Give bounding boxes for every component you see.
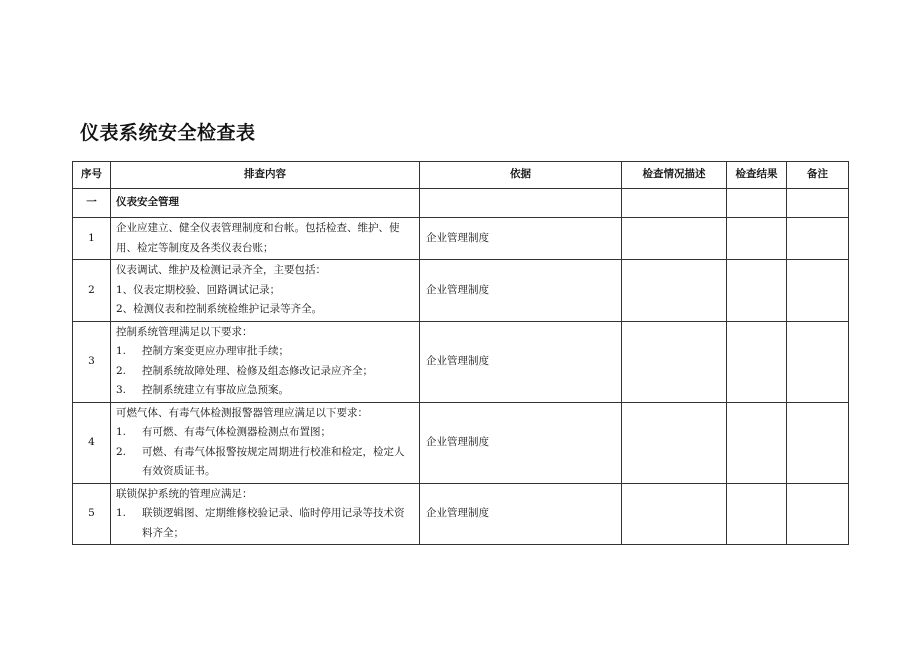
table-header-row xyxy=(73,162,849,189)
content-list-item xyxy=(116,362,414,382)
section-title: 仪表安全管理 xyxy=(111,189,420,218)
result-cell[interactable] xyxy=(727,321,787,402)
list-item-text: 控制方案变更应办理审批手续； xyxy=(142,345,289,357)
row-number: 1 xyxy=(73,218,111,260)
description-cell[interactable] xyxy=(622,218,727,260)
content-line: 1、仪表定期校验、回路调试记录； xyxy=(116,283,281,296)
content-line: 联锁保护系统的管理应满足： xyxy=(116,487,253,500)
content-list-item xyxy=(116,423,414,443)
table-row xyxy=(73,321,849,402)
table-row xyxy=(73,483,849,545)
header-remark: 备注 xyxy=(787,162,849,189)
remark-cell[interactable] xyxy=(787,321,849,402)
list-item-text: 联锁逻辑图、定期维修校验记录、临时停用记录等技术资料齐全； xyxy=(142,507,405,539)
list-item-text: 控制系统建立有事故应急预案。 xyxy=(142,384,289,396)
basis-cell: 企业管理制度 xyxy=(420,321,622,402)
result-cell[interactable] xyxy=(727,260,787,322)
header-no: 序号 xyxy=(73,162,111,189)
description-cell[interactable] xyxy=(622,260,727,322)
section-number: 一 xyxy=(73,189,111,218)
row-number: 5 xyxy=(73,483,111,545)
header-result: 检查结果 xyxy=(727,162,787,189)
content-list-item xyxy=(116,504,414,543)
content-line: 可燃气体、有毒气体检测报警器管理应满足以下要求： xyxy=(116,406,368,419)
row-number: 4 xyxy=(73,402,111,483)
basis-cell: 企业管理制度 xyxy=(420,402,622,483)
basis-cell: 企业管理制度 xyxy=(420,260,622,322)
empty-cell xyxy=(622,189,727,218)
result-cell[interactable] xyxy=(727,483,787,545)
row-number: 3 xyxy=(73,321,111,402)
list-item-number: 1. xyxy=(116,426,127,438)
check-content xyxy=(111,218,420,260)
basis-cell: 企业管理制度 xyxy=(420,218,622,260)
page-title: 仪表系统安全检查表 xyxy=(80,122,256,144)
list-item-number: 2. xyxy=(116,445,127,458)
header-description: 检查情况描述 xyxy=(622,162,727,189)
check-content xyxy=(111,321,420,402)
list-item-number: 1. xyxy=(116,507,127,519)
inspection-table xyxy=(72,161,849,545)
content-line: 企业应建立、健全仪表管理制度和台帐。包括检查、维护、使用、检定等制度及各类仪表台账； xyxy=(116,222,400,254)
row-number: 2 xyxy=(73,260,111,322)
remark-cell[interactable] xyxy=(787,483,849,545)
content-list-item xyxy=(116,342,414,362)
empty-cell xyxy=(727,189,787,218)
list-item-number: 3. xyxy=(116,384,127,396)
empty-cell xyxy=(787,189,849,218)
content-line: 2、检测仪表和控制系统检维护记录等齐全。 xyxy=(116,303,323,315)
description-cell[interactable] xyxy=(622,321,727,402)
remark-cell[interactable] xyxy=(787,260,849,322)
content-list-item xyxy=(116,443,414,482)
section-row xyxy=(73,189,849,218)
check-content xyxy=(111,260,420,322)
table-row xyxy=(73,402,849,483)
table-row xyxy=(73,260,849,322)
description-cell[interactable] xyxy=(622,483,727,545)
list-item-text: 控制系统故障处理、检修及组态修改记录应齐全； xyxy=(142,364,373,377)
check-content xyxy=(111,483,420,545)
content-line: 仪表调试、维护及检测记录齐全，主要包括： xyxy=(116,264,326,276)
description-cell[interactable] xyxy=(622,402,727,483)
result-cell[interactable] xyxy=(727,402,787,483)
list-item-text: 有可燃、有毒气体检测器检测点布置图； xyxy=(142,426,331,438)
list-item-number: 1. xyxy=(116,345,127,357)
list-item-number: 2. xyxy=(116,364,127,377)
list-item-text: 可燃、有毒气体报警按规定周期进行校准和检定，检定人有效资质证书。 xyxy=(142,445,405,477)
header-content: 排查内容 xyxy=(111,162,420,189)
header-basis: 依据 xyxy=(420,162,622,189)
check-content xyxy=(111,402,420,483)
table-row xyxy=(73,218,849,260)
remark-cell[interactable] xyxy=(787,218,849,260)
remark-cell[interactable] xyxy=(787,402,849,483)
content-line: 控制系统管理满足以下要求： xyxy=(116,325,253,338)
basis-cell: 企业管理制度 xyxy=(420,483,622,545)
result-cell[interactable] xyxy=(727,218,787,260)
empty-cell xyxy=(420,189,622,218)
content-list-item xyxy=(116,381,414,401)
